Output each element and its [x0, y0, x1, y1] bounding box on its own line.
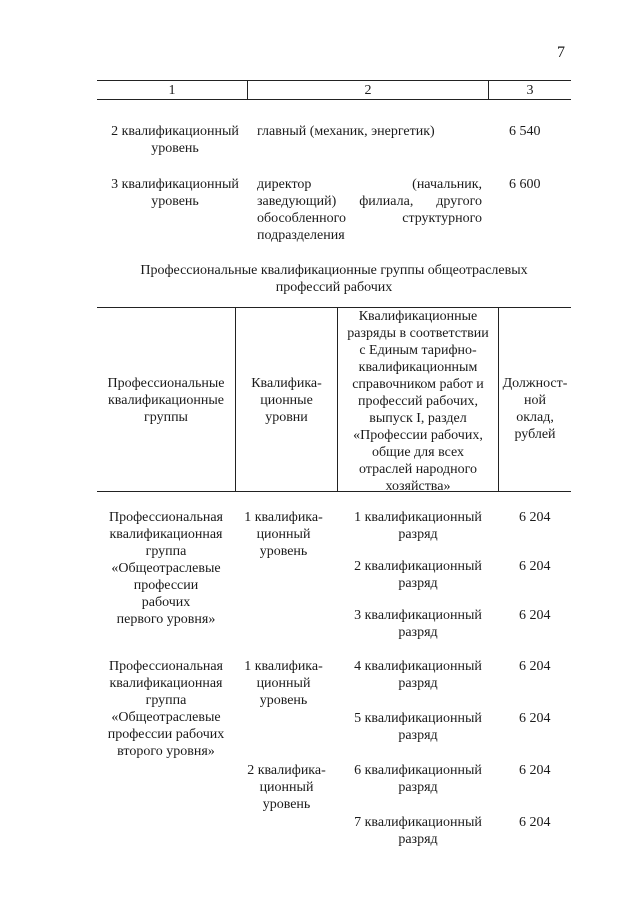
group-2-grade-4: 4 квалификационный разряд — [354, 659, 482, 691]
group-1-grade-1: 1 квалификационный разряд — [354, 510, 482, 542]
col-header-2: 2 — [364, 83, 372, 98]
section-heading: Профессиональные квалификационные группы общеотраслевых профессий рабочих — [140, 263, 528, 295]
col-header-1: 1 — [168, 83, 176, 98]
header-grades: Квалификационные разряды в соответствии с Единым тарифно- квалификационным справочником работ и профессий рабочих, выпуск I, раздел «Профессии рабочих, общие для всех отраслей народного хозяйства» — [347, 309, 489, 494]
top-row-1-position: главный (механик, энергетик) — [257, 124, 435, 139]
group-2-salary-7: 6 204 — [519, 815, 551, 830]
top-row-2-level: 3 квалификационный уровень — [111, 177, 239, 209]
main-table-rule-top — [97, 307, 571, 308]
top-table-rule-bottom — [97, 99, 571, 100]
group-2-grade-7: 7 квалификационный разряд — [354, 815, 482, 847]
group-2-name: Профессиональная квалификационная группа «Общеотраслевые профессии рабочих второго уровня» — [107, 659, 225, 759]
main-table-rule-header-bottom — [97, 491, 571, 492]
header-levels: Квалифика- ционные уровни — [251, 376, 322, 425]
top-table-rule-top — [97, 80, 571, 81]
group-1-grade-2: 2 квалификационный разряд — [354, 559, 482, 591]
group-1-salary-1: 6 204 — [519, 510, 551, 525]
top-row-2-salary: 6 600 — [509, 177, 541, 192]
group-1-salary-3: 6 204 — [519, 608, 551, 623]
header-groups: Профессиональные квалификационные группы — [107, 376, 225, 425]
top-row-1-level: 2 квалификационный уровень — [111, 124, 239, 156]
top-row-2-position: директор (начальник, заведующий) филиала, другого обособленного структурного подразделения — [257, 177, 482, 243]
page-number: 7 — [557, 44, 565, 61]
group-2-salary-6: 6 204 — [519, 763, 551, 778]
group-2-grade-5: 5 квалификационный разряд — [354, 711, 482, 743]
col-header-3: 3 — [526, 83, 534, 98]
group-2-level-1: 1 квалифика- ционный уровень — [244, 659, 323, 708]
top-row-1-salary: 6 540 — [509, 124, 541, 139]
group-1-salary-2: 6 204 — [519, 559, 551, 574]
group-2-grade-6: 6 квалификационный разряд — [354, 763, 482, 795]
group-2-salary-5: 6 204 — [519, 711, 551, 726]
group-1-name: Профессиональная квалификационная группа «Общеотраслевые профессии рабочих первого уровня» — [108, 510, 223, 627]
group-2-salary-4: 6 204 — [519, 659, 551, 674]
group-1-level-1: 1 квалифика- ционный уровень — [244, 510, 323, 559]
group-1-grade-3: 3 квалификационный разряд — [354, 608, 482, 640]
group-2-level-2: 2 квалифика- ционный уровень — [247, 763, 326, 812]
header-salary: Должност- ной оклад, рублей — [502, 376, 568, 442]
